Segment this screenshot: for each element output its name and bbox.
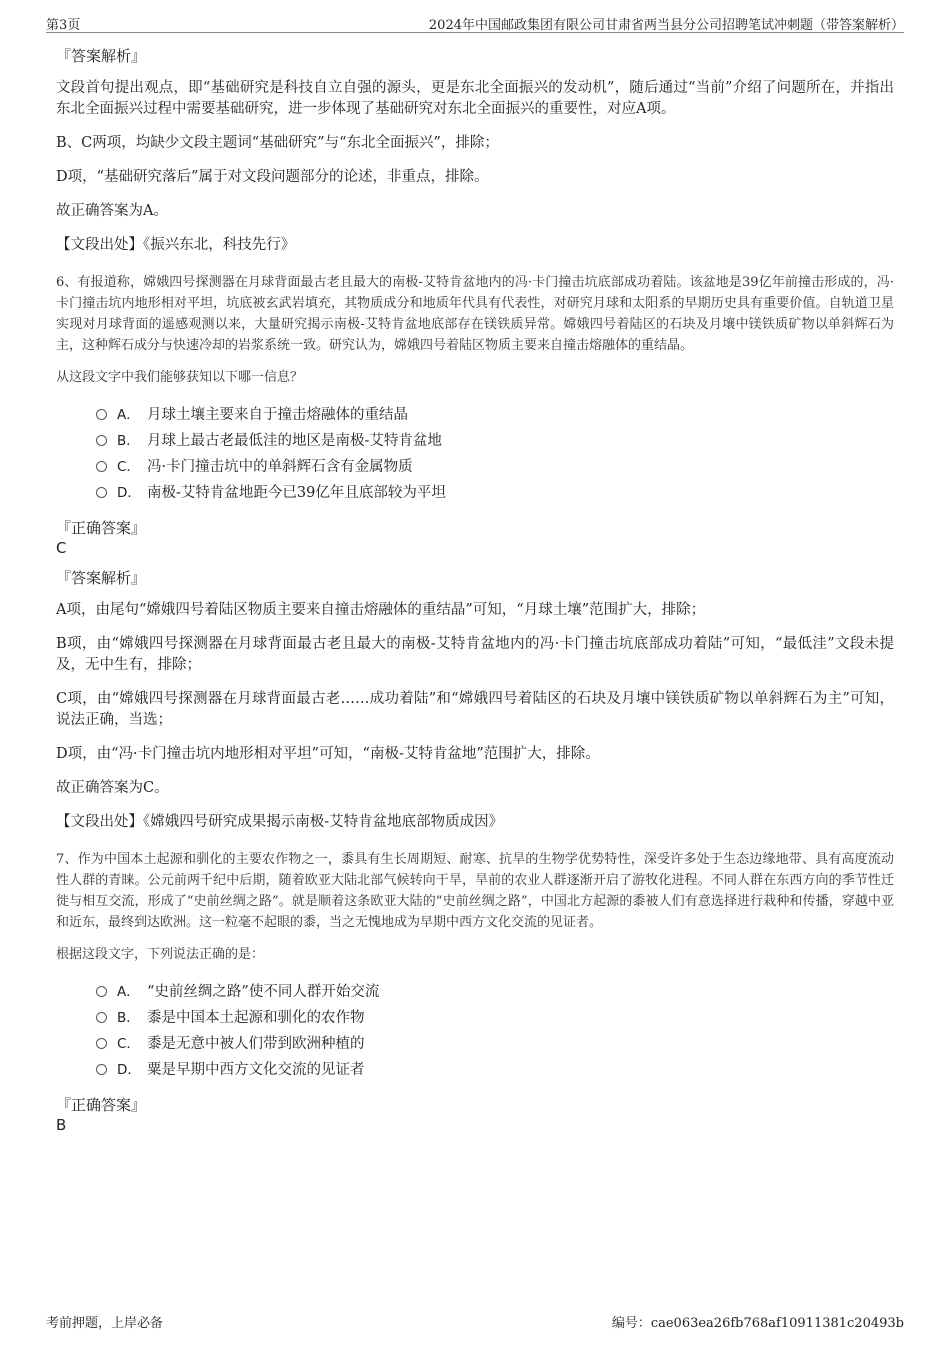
- option-text: 粟是早期中西方文化交流的见证者: [147, 1062, 365, 1078]
- option-list: [96, 979, 894, 1083]
- analysis-paragraph: 文段首句提出观点，即“基础研究是科技自立自强的源头，更是东北全面振兴的发动机”，随后通过“当前”介绍了问题所在，并指出东北全面振兴过程中需要基础研究，进一步体现了基础研究对东北全面振兴的重要性，对应A项。: [56, 80, 894, 117]
- radio-icon[interactable]: [96, 435, 107, 446]
- question-stem: 6、有报道称，嫦娥四号探测器在月球背面最古老且最大的南极-艾特肯盆地内的冯·卡门撞击坑底部成功着陆。该盆地是39亿年前撞击形成的，冯·卡门撞击坑内地形相对平坦，坑底被玄武岩填充，其物质成分和地质年代具有代表性，对研究月球和太阳系的早期历史具有重要价值。自轨道卫星实现对月球背面的遥感观测以来，大量研究揭示南极-艾特肯盆地底部存在镁铁质异常。嫦娥四号着陆区的石块及月壤中镁铁质矿物以单斜辉石为主，这种辉石成分与快速冷却的岩浆系统一致。研究认为，嫦娥四号着陆区物质主要来自撞击熔融体的重结晶。: [56, 275, 894, 353]
- option-d[interactable]: [96, 1057, 894, 1083]
- question-prompt: 根据这段文字，下列说法正确的是：: [56, 947, 265, 962]
- text-source: 【文段出处】《振兴东北，科技先行》: [56, 237, 296, 253]
- option-label: B．: [117, 433, 140, 449]
- analysis-paragraph: B、C两项，均缺少文段主题词“基础研究”与“东北全面振兴”，排除；: [56, 135, 499, 151]
- option-label: A．: [117, 984, 140, 1000]
- option-c[interactable]: [96, 1031, 894, 1057]
- option-label: B．: [117, 1010, 140, 1026]
- option-text: 月球上最古老最低洼的地区是南极-艾特肯盆地: [147, 433, 442, 449]
- page-header: [46, 12, 904, 33]
- option-b[interactable]: [96, 428, 894, 454]
- page-number: 第3页: [46, 18, 81, 33]
- document-id: 编号：cae063ea26fb768af10911381c20493b: [611, 1316, 904, 1331]
- analysis-paragraph: 故正确答案为A。: [56, 203, 168, 219]
- option-text: “史前丝绸之路”使不同人群开始交流: [147, 984, 380, 1000]
- option-label: D．: [117, 1062, 141, 1078]
- option-label: C．: [117, 1036, 140, 1052]
- analysis-paragraph: D项，“基础研究落后”属于对文段问题部分的论述，非重点，排除。: [56, 169, 489, 185]
- radio-icon[interactable]: [96, 409, 107, 420]
- option-text: 南极-艾特肯盆地距今已39亿年且底部较为平坦: [147, 485, 446, 501]
- analysis-paragraph: 故正确答案为C。: [56, 780, 169, 796]
- option-label: D．: [117, 485, 141, 501]
- correct-answer: B: [56, 1116, 67, 1134]
- correct-answer: C: [56, 539, 67, 557]
- radio-icon[interactable]: [96, 1064, 107, 1075]
- option-text: 黍是无意中被人们带到欧洲种植的: [147, 1036, 365, 1052]
- radio-icon[interactable]: [96, 461, 107, 472]
- question-stem: 7、作为中国本土起源和驯化的主要农作物之一，黍具有生长周期短、耐寒、抗旱的生物学优势特性，深受许多处于生态边缘地带、具有高度流动性人群的青睐。公元前两千纪中后期，随着欧亚大陆北部气候转向干旱，旱前的农业人群逐渐开启了游牧化进程。不同人群在东西方向的季节性迁徙与相互交流，形成了“史前丝绸之路”。就是顺着这条欧亚大陆的“史前丝绸之路”，中国北方起源的黍被人们有意选择进行栽种和传播，穿越中亚和近东，最终到达欧洲。这一粒毫不起眼的黍，当之无愧地成为早期中西方文化交流的见证者。: [56, 852, 894, 930]
- option-b[interactable]: [96, 1005, 894, 1031]
- text-source: 【文段出处】《嫦娥四号研究成果揭示南极-艾特肯盆地底部物质成因》: [56, 814, 504, 830]
- radio-icon[interactable]: [96, 1038, 107, 1049]
- option-list: [96, 402, 894, 506]
- analysis-tag: 『答案解析』: [56, 47, 147, 65]
- analysis-paragraph: B项，由“嫦娥四号探测器在月球背面最古老且最大的南极-艾特肯盆地内的冯·卡门撞击坑底部成功着陆”可知，“最低洼”文段未提及，无中生有，排除；: [56, 636, 894, 673]
- option-text: 月球土壤主要来自于撞击熔融体的重结晶: [147, 407, 408, 423]
- main-content: [56, 46, 894, 1145]
- radio-icon[interactable]: [96, 487, 107, 498]
- analysis-paragraph: D项，由“冯·卡门撞击坑内地形相对平坦”可知，“南极-艾特肯盆地”范围扩大，排除。: [56, 746, 600, 762]
- option-text: 黍是中国本土起源和驯化的农作物: [147, 1010, 365, 1026]
- option-c[interactable]: [96, 454, 894, 480]
- option-a[interactable]: [96, 979, 894, 1005]
- option-label: A．: [117, 407, 140, 423]
- answer-tag: 『正确答案』: [56, 519, 147, 537]
- question-prompt: 从这段文字中我们能够获知以下哪一信息？: [56, 370, 304, 385]
- footer-slogan: 考前押题，上岸必备: [46, 1316, 164, 1331]
- analysis-tag: 『答案解析』: [56, 569, 147, 587]
- radio-icon[interactable]: [96, 1012, 107, 1023]
- analysis-paragraph: A项，由尾句“嫦娥四号着陆区物质主要来自撞击熔融体的重结晶”可知，“月球土壤”范围扩大，排除；: [56, 602, 706, 618]
- analysis-paragraph: C项，由“嫦娥四号探测器在月球背面最古老……成功着陆”和“嫦娥四号着陆区的石块及月壤中镁铁质矿物以单斜辉石为主”可知，说法正确，当选；: [56, 691, 894, 728]
- option-a[interactable]: [96, 402, 894, 428]
- radio-icon[interactable]: [96, 986, 107, 997]
- document-title: 2024年中国邮政集团有限公司甘肃省两当县分公司招聘笔试冲刺题（带答案解析）: [428, 18, 904, 33]
- option-text: 冯·卡门撞击坑中的单斜辉石含有金属物质: [147, 459, 413, 475]
- option-label: C．: [117, 459, 140, 475]
- option-d[interactable]: [96, 480, 894, 506]
- page-footer: [46, 1312, 904, 1332]
- answer-tag: 『正确答案』: [56, 1096, 147, 1114]
